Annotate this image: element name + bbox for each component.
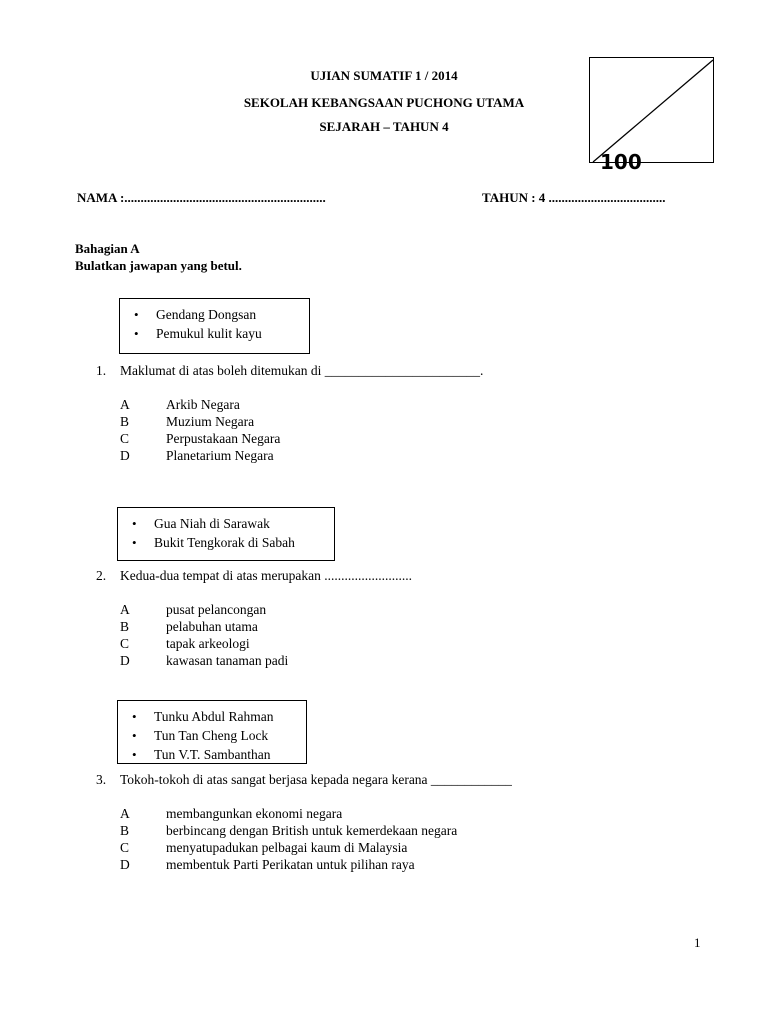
info-box-q2 [117,507,335,561]
question-number: 1. [96,363,107,378]
info-item: • Pemukul kulit kayu [134,324,299,343]
question-number: 3. [96,772,107,787]
section-title: Bahagian A [75,241,140,256]
school-name: SEKOLAH KEBANGSAAN PUCHONG UTAMA [243,95,525,110]
info-box-q3 [117,700,307,764]
option-d[interactable]: D Planetarium Negara [120,448,274,463]
subject-year: SEJARAH – TAHUN 4 [319,119,449,134]
page-number: 1 [694,935,701,950]
options-q1 [120,396,280,464]
info-item: • Gendang Dongsan [134,305,299,324]
info-item: • Tun V.T. Sambanthan [132,745,296,764]
option-c[interactable]: C tapak arkeologi [120,636,250,651]
option-c[interactable]: C menyatupadukan pelbagai kaum di Malaysia [120,840,408,855]
info-item: • Bukit Tengkorak di Sabah [132,533,324,552]
info-item: • Gua Niah di Sarawak [132,514,324,533]
info-item: • Tunku Abdul Rahman [132,707,296,726]
info-item: • Tun Tan Cheng Lock [132,726,296,745]
name-field[interactable]: NAMA :.............................................................. [77,190,326,205]
info-box-q1 [119,298,310,354]
option-d[interactable]: D membentuk Parti Perikatan untuk pilihan raya [120,857,415,872]
option-d[interactable]: D kawasan tanaman padi [120,653,289,668]
question-text: Kedua-dua tempat di atas merupakan .......................... [120,568,413,583]
exam-title: UJIAN SUMATIF 1 / 2014 [310,68,458,83]
class-field[interactable]: TAHUN : 4 .................................... [482,190,666,205]
options-q3 [120,805,457,873]
option-b[interactable]: B Muzium Negara [120,414,255,429]
question-3 [96,772,512,788]
option-c[interactable]: C Perpustakaan Negara [120,431,281,446]
question-text: Tokoh-tokoh di atas sangat berjasa kepada negara kerana ____________ [120,772,512,787]
option-a[interactable]: A membangunkan ekonomi negara [120,806,343,821]
option-a[interactable]: A Arkib Negara [120,397,240,412]
question-text: Maklumat di atas boleh ditemukan di _______________________. [120,363,484,378]
question-1 [96,363,483,379]
option-b[interactable]: B berbincang dengan British untuk kemerdekaan negara [120,823,458,838]
option-b[interactable]: B pelabuhan utama [120,619,258,634]
score-box [589,57,714,163]
question-2 [96,568,412,584]
total-score: 100 [600,150,642,174]
section-instruction: Bulatkan jawapan yang betul. [75,258,242,273]
question-number: 2. [96,568,107,583]
option-a[interactable]: A pusat pelancongan [120,602,267,617]
options-q2 [120,601,288,669]
score-diagonal-line [590,58,715,164]
